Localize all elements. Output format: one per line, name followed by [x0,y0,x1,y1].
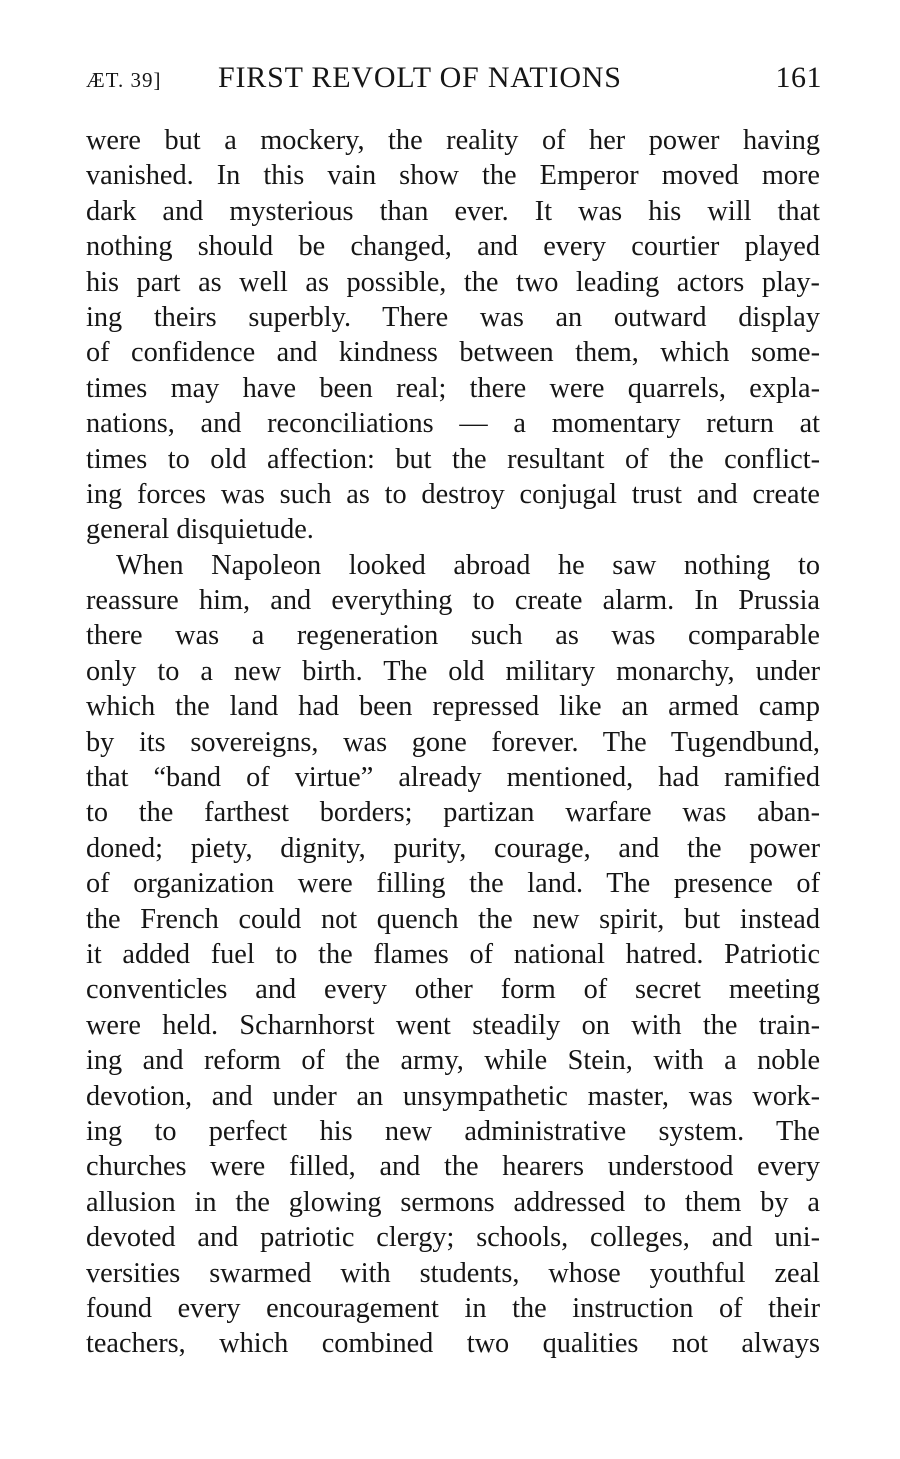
paragraph-first-line: When Napoleon looked abroad he saw nothing to [116,549,820,581]
text-line: his part as well as possible, the two leading actors play- [86,266,820,298]
text-line: only to a new birth. The old military monarchy, under [86,655,820,687]
body-text [86,123,820,1362]
text-line: ing forces was such as to destroy conjugal trust and create [86,478,820,510]
text-line: nothing should be changed, and every courtier played [86,231,820,263]
text-line: it added fuel to the flames of national hatred. Patriotic [86,938,820,970]
text-line: reassure him, and everything to create alarm. In Prussia [86,585,820,617]
page-number: 161 [775,61,822,94]
running-head-title: FIRST REVOLT OF NATIONS [218,61,622,94]
text-line: conventicles and every other form of secret meeting [86,974,820,1006]
text-line: dark and mysterious than ever. It was his will that [86,195,820,227]
text-line: times may have been real; there were quarrels, expla- [86,372,820,404]
text-line: to the farthest borders; partizan warfare was aban- [86,797,820,829]
text-line: there was a regeneration such as was comparable [86,620,820,652]
text-line: versities swarmed with students, whose youthful zeal [86,1257,820,1289]
text-line: ing and reform of the army, while Stein, with a noble [86,1045,820,1077]
text-line: devotion, and under an unsympathetic master, was work- [86,1080,820,1112]
text-line: nations, and reconciliations — a momentary return at [86,408,820,440]
text-line: found every encouragement in the instruction of their [86,1292,820,1324]
text-line: ing theirs superbly. There was an outward display [86,301,820,333]
text-line: that “band of virtue” already mentioned, had ramified [86,762,820,794]
text-line: times to old affection: but the resultant of the conflict- [86,443,820,475]
text-line: were held. Scharnhorst went steadily on with the train- [86,1009,820,1041]
chapter-reference-text: ÆT. 39] [86,68,162,92]
text-line: ing to perfect his new administrative system. The [86,1115,820,1147]
text-line: of confidence and kindness between them, which some- [86,337,820,369]
text-line: devoted and patriotic clergy; schools, colleges, and uni- [86,1222,820,1254]
paragraph-end-line: general disquietude. [86,514,314,546]
chapter-reference [86,58,161,100]
text-line: churches were filled, and the hearers understood every [86,1151,820,1183]
text-line: which the land had been repressed like an armed camp [86,691,820,723]
text-line: by its sovereigns, was gone forever. The Tugendbund, [86,726,820,758]
text-line: teachers, which combined two qualities not always [86,1328,820,1360]
running-head [86,58,822,98]
text-line: allusion in the glowing sermons addressed to them by a [86,1186,820,1218]
text-line: vanished. In this vain show the Emperor moved more [86,160,820,192]
text-line: of organization were filling the land. The presence of [86,868,820,900]
text-line: the French could not quench the new spirit, but instead [86,903,820,935]
text-line: doned; piety, dignity, purity, courage, and the power [86,832,820,864]
text-line: were but a mockery, the reality of her power having [86,125,820,156]
